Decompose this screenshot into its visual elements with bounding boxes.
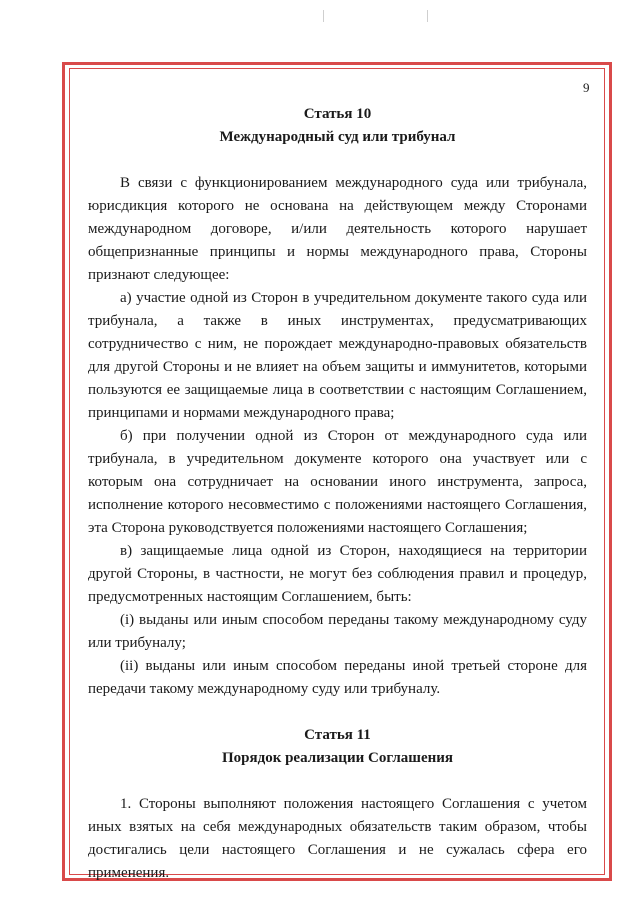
- article-11-number: Статья 11: [304, 727, 371, 743]
- scan-mark: [323, 10, 324, 22]
- article-11: [88, 724, 587, 885]
- article-11-para-1: 1. Стороны выполняют положения настоящего Соглашения с учетом иных взятых на себя международных обязательств таким образом, чтобы достигались цели настоящего Соглашения и не сужалась сфера его применения.: [88, 796, 587, 881]
- article-11-title: Порядок реализации Соглашения: [221, 750, 454, 766]
- page-number: 9: [583, 80, 590, 95]
- article-10-item-ii: (ii) выданы или иным способом переданы иной третьей стороне для передачи такому международному суду или трибуналу.: [88, 658, 587, 697]
- article-10-number: Статья 10: [303, 106, 372, 122]
- article-10-item-b: б) при получении одной из Сторон от международного суда или трибунала, в учредительном документе которого она участвует или с которым она сотрудничает на основании иного инструмента, запроса, исполнение которого несовместимо с положениями настоящего Соглашения, эта Сторона руководствуется положениями настоящего Соглашения;: [88, 428, 587, 536]
- document-body: [88, 103, 587, 885]
- article-10-intro: В связи с функционированием международного суда или трибунала, юрисдикция которого не основана на действующем между Сторонами международном договоре, и/или деятельность которого нарушает общепризнанные принципы и нормы международного права, Стороны признают следующее:: [88, 175, 587, 283]
- article-10-item-a: а) участие одной из Сторон в учредительном документе такого суда или трибунала, а также в иных инструментах, предусматривающих сотрудничество с ним, не порождает международно-правовых обязательств для другой Стороны и не влияет на объем защиты и иммунитетов, которыми пользуются ее защищаемые лица в соответствии с настоящим Соглашением, принципами и нормами международного права;: [88, 290, 587, 421]
- scan-mark: [427, 10, 428, 22]
- article-10-item-i: (i) выданы или иным способом переданы такому международному суду или трибуналу;: [88, 612, 587, 651]
- article-10-item-v: в) защищаемые лица одной из Сторон, находящиеся на территории другой Стороны, в частности, не могут без соблюдения правил и процедур, предусмотренных настоящим Соглашением, быть:: [88, 543, 587, 605]
- article-10-title: Международный суд или трибунал: [219, 129, 456, 145]
- article-10: [88, 103, 587, 701]
